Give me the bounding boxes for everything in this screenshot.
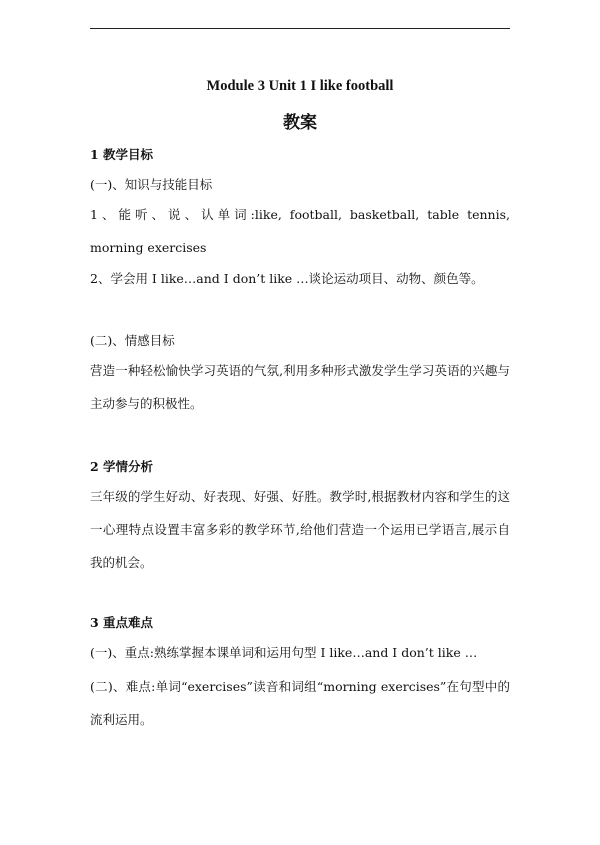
objective-item-1: 1、能听、说、认单词:like, football, basketball, table tennis, morning exercises [90,207,510,255]
section-heading-analysis: 2 学情分析 [90,459,154,474]
analysis-paragraph: 三年级的学生好动、好表现、好强、好胜。教学时,根据教材内容和学生的这一心理特点设置丰富多彩的教学环节,给他们营造一个运用已学语言,展示自我的机会。 [90,489,510,570]
header-rule [90,28,510,29]
subheading-knowledge-skills: (一)、知识与技能目标 [90,177,213,192]
section-heading-key-points: 3 重点难点 [90,615,154,630]
document-subtitle: 教案 [283,113,317,133]
key-point-item: (一)、重点:熟练掌握本课单词和运用句型 I like…and I don’t like … [90,645,478,660]
difficulty-item: (二)、难点:单词“exercises”读音和词组“morning exercises”在句型中的流利运用。 [90,679,510,727]
emotional-paragraph: 营造一种轻松愉快学习英语的气氛,利用多种形式激发学生学习英语的兴趣与主动参与的积极性。 [90,363,510,411]
section-heading-objectives: 1 教学目标 [90,147,154,162]
objective-item-2: 2、学会用 I like…and I don’t like …谈论运动项目、动物、颜色等。 [90,271,484,286]
subheading-emotional: (二)、情感目标 [90,333,175,348]
document-title: Module 3 Unit 1 I like football [206,78,394,94]
